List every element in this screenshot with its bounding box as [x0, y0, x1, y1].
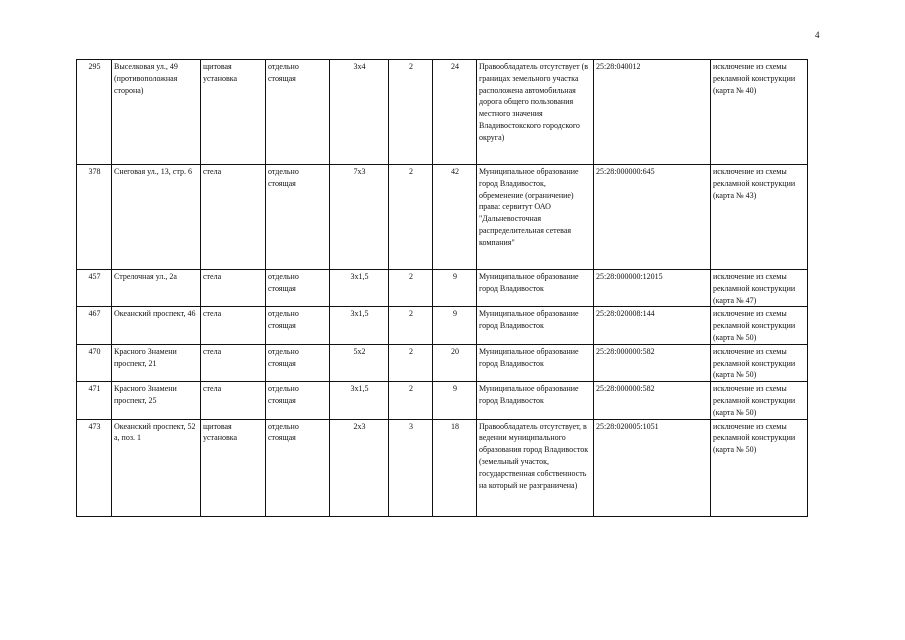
owner-cell: Муниципальное образование город Владивосток: [477, 344, 594, 381]
address-cell: Снеговая ул., 13, стр. 6: [112, 165, 201, 270]
note-cell: исключение из схемы рекламной конструкции (карта № 43): [711, 165, 808, 270]
area-cell: 9: [433, 382, 477, 419]
sides-cell: 2: [389, 382, 433, 419]
table-row: [77, 382, 808, 419]
owner-cell: Муниципальное образование город Владивосток: [477, 270, 594, 307]
row-number: 470: [77, 344, 112, 381]
area-cell: 24: [433, 60, 477, 165]
cadastral-cell: 25:28:020008:144: [594, 307, 711, 344]
table-row: [77, 344, 808, 381]
type-cell: щитовая установка: [201, 419, 266, 516]
sides-cell: 2: [389, 270, 433, 307]
placement-cell: отдельно стоящая: [266, 382, 330, 419]
area-cell: 42: [433, 165, 477, 270]
size-cell: 3х1,5: [330, 382, 389, 419]
size-cell: 3х1,5: [330, 307, 389, 344]
address-cell: Океанский проспект, 52 а, поз. 1: [112, 419, 201, 516]
row-number: 457: [77, 270, 112, 307]
placement-cell: отдельно стоящая: [266, 307, 330, 344]
owner-cell: Правообладатель отсутствует, в ведении муниципального образования город Владивосток (земельный участок, государственная собственность на который не разграничена): [477, 419, 594, 516]
type-cell: стела: [201, 307, 266, 344]
type-cell: стела: [201, 344, 266, 381]
owner-cell: Муниципальное образование город Владивосток: [477, 382, 594, 419]
size-cell: 7х3: [330, 165, 389, 270]
placement-cell: отдельно стоящая: [266, 270, 330, 307]
row-number: 471: [77, 382, 112, 419]
owner-cell: Муниципальное образование город Владивосток, обременение (ограничение) права: сервитут ОАО "Дальневосточная распределительная сетевая компания": [477, 165, 594, 270]
placement-cell: отдельно стоящая: [266, 165, 330, 270]
note-cell: исключение из схемы рекламной конструкции (карта № 47): [711, 270, 808, 307]
row-number: 378: [77, 165, 112, 270]
sides-cell: 2: [389, 60, 433, 165]
cadastral-cell: 25:28:000000:645: [594, 165, 711, 270]
advertising-structures-table: [76, 59, 808, 517]
area-cell: 18: [433, 419, 477, 516]
placement-cell: отдельно стоящая: [266, 419, 330, 516]
row-number: 295: [77, 60, 112, 165]
note-cell: исключение из схемы рекламной конструкции (карта № 40): [711, 60, 808, 165]
cadastral-cell: 25:28:000000:582: [594, 344, 711, 381]
address-cell: Океанский проспект, 46: [112, 307, 201, 344]
type-cell: стела: [201, 382, 266, 419]
type-cell: щитовая установка: [201, 60, 266, 165]
address-cell: Красного Знамени проспект, 21: [112, 344, 201, 381]
sides-cell: 2: [389, 344, 433, 381]
size-cell: 2х3: [330, 419, 389, 516]
row-number: 473: [77, 419, 112, 516]
cadastral-cell: 25:28:040012: [594, 60, 711, 165]
table-row: [77, 307, 808, 344]
note-cell: исключение из схемы рекламной конструкции (карта № 50): [711, 419, 808, 516]
table-row: [77, 60, 808, 165]
address-cell: Выселковая ул., 49 (противоположная сторона): [112, 60, 201, 165]
note-cell: исключение из схемы рекламной конструкции (карта № 50): [711, 344, 808, 381]
cadastral-cell: 25:28:000000:12015: [594, 270, 711, 307]
note-cell: исключение из схемы рекламной конструкции (карта № 50): [711, 382, 808, 419]
note-cell: исключение из схемы рекламной конструкции (карта № 50): [711, 307, 808, 344]
type-cell: стела: [201, 270, 266, 307]
area-cell: 9: [433, 307, 477, 344]
row-number: 467: [77, 307, 112, 344]
table-row: [77, 419, 808, 516]
size-cell: 3х4: [330, 60, 389, 165]
cadastral-cell: 25:28:000000:582: [594, 382, 711, 419]
page-number: 4: [815, 30, 820, 40]
sides-cell: 2: [389, 307, 433, 344]
owner-cell: Муниципальное образование город Владивосток: [477, 307, 594, 344]
sides-cell: 2: [389, 165, 433, 270]
size-cell: 3х1,5: [330, 270, 389, 307]
size-cell: 5х2: [330, 344, 389, 381]
cadastral-cell: 25:28:020005:1051: [594, 419, 711, 516]
address-cell: Стрелочная ул., 2а: [112, 270, 201, 307]
address-cell: Красного Знамени проспект, 25: [112, 382, 201, 419]
table-row: [77, 270, 808, 307]
area-cell: 20: [433, 344, 477, 381]
placement-cell: отдельно стоящая: [266, 344, 330, 381]
area-cell: 9: [433, 270, 477, 307]
owner-cell: Правообладатель отсутствует (в границах земельного участка расположена автомобильная дорога общего пользования местного значения Владивостокского городского округа): [477, 60, 594, 165]
sides-cell: 3: [389, 419, 433, 516]
table-row: [77, 165, 808, 270]
type-cell: стела: [201, 165, 266, 270]
placement-cell: отдельно стоящая: [266, 60, 330, 165]
